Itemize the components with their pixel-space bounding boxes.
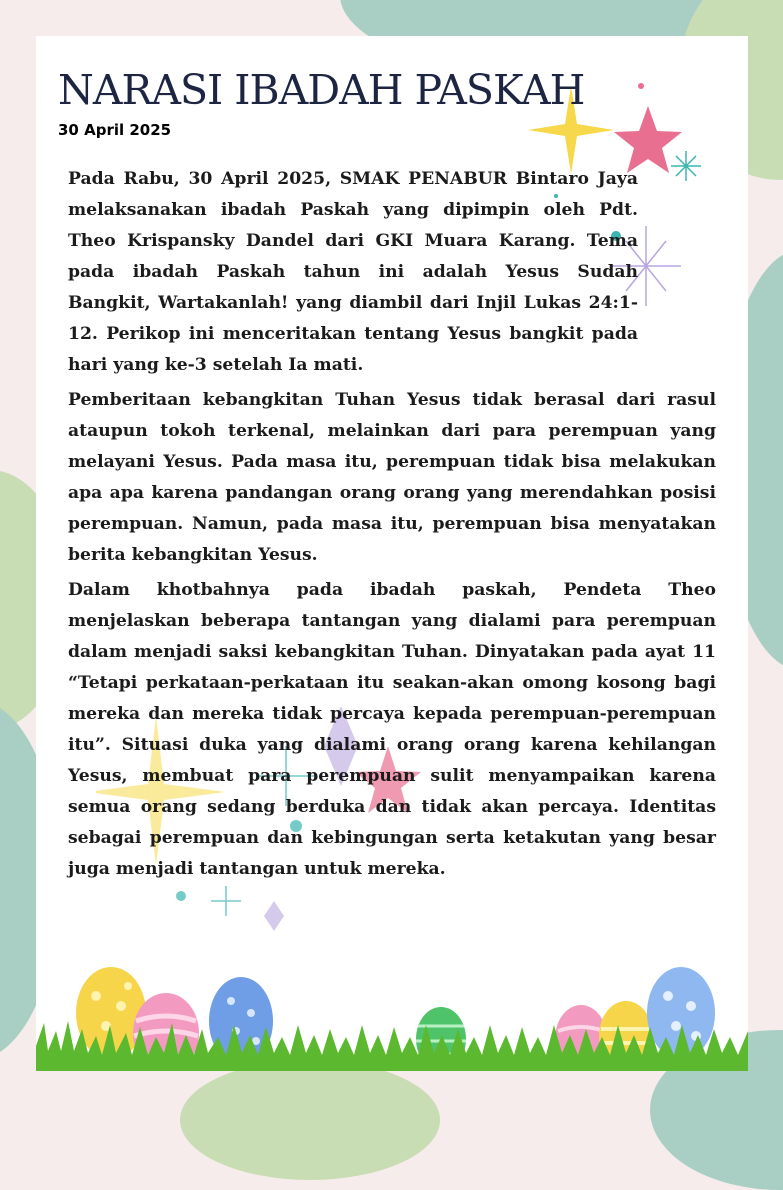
document-card bbox=[36, 36, 748, 1071]
page-title: NARASI IBADAH PASKAH bbox=[58, 66, 585, 114]
lavender-diamond-small-icon bbox=[264, 901, 284, 931]
teal-dot-icon bbox=[176, 891, 186, 901]
paragraph-1: Pada Rabu, 30 April 2025, SMAK PENABUR Bintaro Jaya melaksanakan ibadah Paskah yang dipimpin oleh Pdt. Theo Krispansky Dandel dari GKI Muara Karang. Tema pada ibadah Paskah tahun ini adalah Yesus Sudah Bangkit, Wartakanlah! yang diambil dari Injil Lukas 24:1-12. Perikop ini menceritakan tentang Yesus bangkit pada hari yang ke-3 setelah Ia mati. bbox=[68, 169, 638, 375]
pink-dot-icon bbox=[638, 83, 644, 89]
paragraph-2: Pemberitaan kebangkitan Tuhan Yesus tidak berasal dari rasul ataupun tokoh terkenal, melainkan dari para perempuan yang melayani Yesus. Pada masa itu, perempuan tidak bisa melakukan apa apa karena pandangan orang orang yang merendahkan posisi perempuan. Namun, pada masa itu, perempuan bisa menyatakan berita kebangkitan Yesus. bbox=[68, 390, 716, 565]
paragraph-3: Dalam khotbahnya pada ibadah paskah, Pendeta Theo menjelaskan beberapa tantangan yang dialami para perempuan dalam menjadi saksi kebangkitan Tuhan. Dinyatakan pada ayat 11 “Tetapi perkataan-perkataan itu seakan-akan omong kosong bagi mereka dan mereka tidak percaya kepada perempuan-perempuan itu”. Situasi duka yang dialami orang orang karena kehilangan Yesus, membuat para perempuan sulit menyampaikan karena semua orang sedang berduka dan tidak akan percaya. Identitas sebagai perempuan dan kebingungan serta ketakutan yang besar juga menjadi tantangan untuk mereka. bbox=[68, 580, 716, 879]
document-date: 30 April 2025 bbox=[58, 121, 172, 139]
narrative-body bbox=[68, 164, 716, 885]
background-blob-bottom-left bbox=[180, 1060, 440, 1180]
easter-eggs-grass-border bbox=[36, 951, 748, 1071]
pink-star-icon bbox=[614, 106, 682, 173]
